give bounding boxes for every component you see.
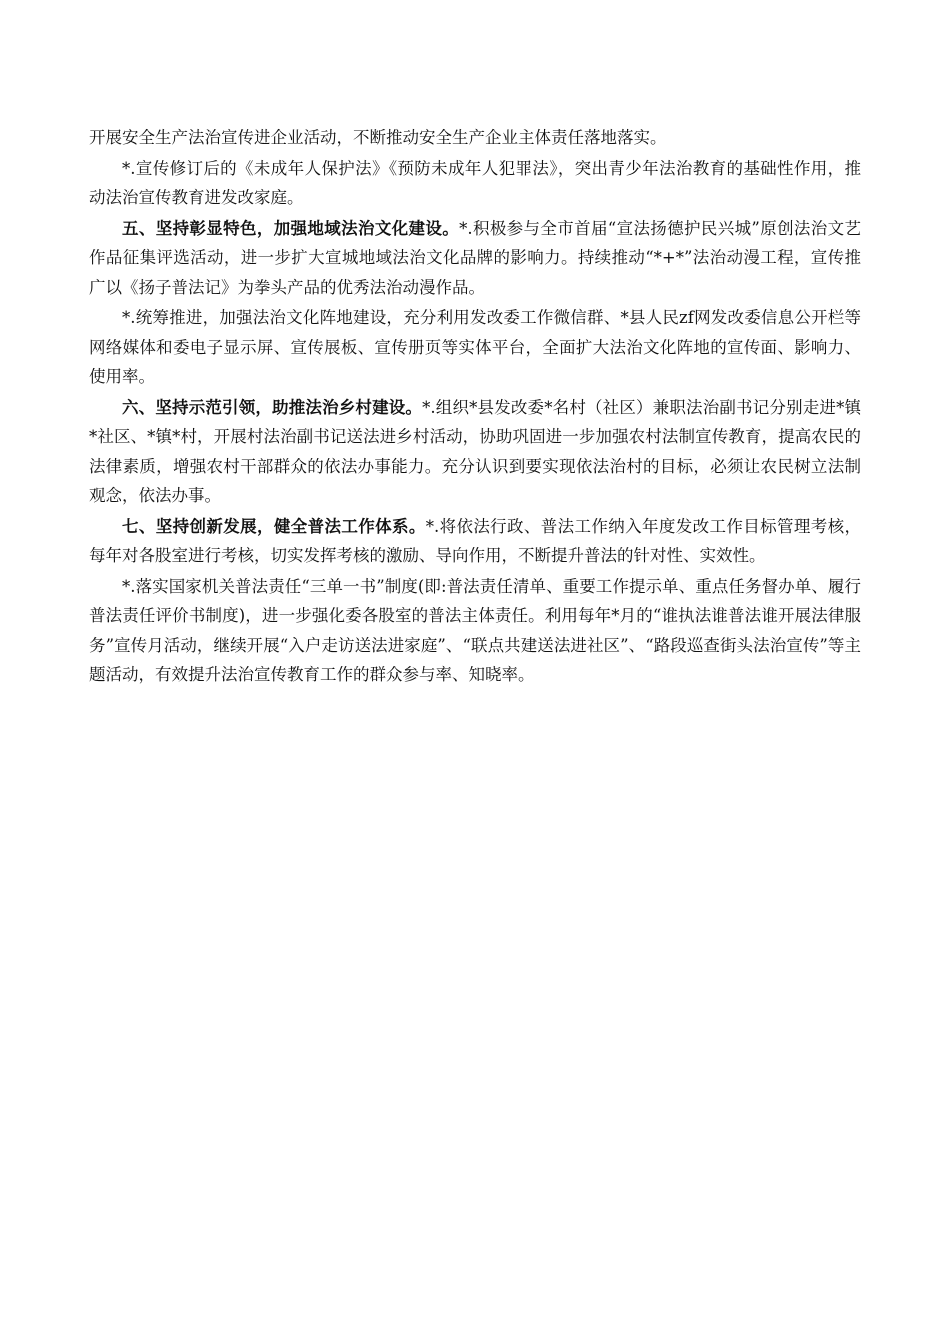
paragraph-2 [89,154,861,213]
paragraph-7 [89,572,861,690]
paragraph-1 [89,123,861,153]
paragraph-5-text: *.组织*县发改委*名村（社区）兼职法治副书记分别走进*镇*社区、*镇*村，开展村法治副书记送法进乡村活动，协助巩固进一步加强农村法制宣传教育，提高农民的法律素质，增强农村干部群众的依法办事能力。充分认识到要实现依法治村的目标，必须让农民树立法制观念，依法办事。 [89,397,862,505]
paragraph-4-text: *.统筹推进，加强法治文化阵地建设，充分利用发改委工作微信群、*县人民zf网发改委信息公开栏等网络媒体和委电子显示屏、宣传展板、宣传册页等实体平台，全面扩大法治文化阵地的宣传面、影响力、使用率。 [89,308,861,386]
paragraph-7-text: *.落实国家机关普法责任“三单一书”制度(即:普法责任清单、重要工作提示单、重点任务督办单、履行普法责任评价书制度)，进一步强化委各股室的普法主体责任。利用每年*月的“谁执法谁普法谁开展法律服务”宣传月活动，继续开展“入户走访送法进家庭”、“联点共建送法进社区”、“路段巡查街头法治宣传”等主题活动，有效提升法治宣传教育工作的群众参与率、知晓率。 [89,576,861,684]
section-heading-6: 六、坚持示范引领，助推法治乡村建设。 [122,397,423,417]
document-body [89,123,861,691]
paragraph-6 [89,512,861,571]
section-heading-7: 七、坚持创新发展，健全普法工作体系。 [122,516,426,536]
paragraph-6-text: *.将依法行政、普法工作纳入年度发改工作目标管理考核，每年对各股室进行考核，切实发挥考核的激励、导向作用，不断提升普法的针对性、实效性。 [89,516,862,565]
paragraph-2-text: *.宣传修订后的《未成年人保护法》《预防未成年人犯罪法》，突出青少年法治教育的基础性作用，推动法治宣传教育进发改家庭。 [89,158,861,207]
paragraph-4 [89,303,861,392]
paragraph-5 [89,393,861,511]
section-heading-5: 五、坚持彰显特色，加强地域法治文化建设。 [122,218,460,238]
paragraph-3-text: *.积极参与全市首届“宣法扬德护民兴城”原创法治文艺作品征集评选活动，进一步扩大宣城地域法治文化品牌的影响力。持续推动“*+*”法治动漫工程，宣传推广以《扬子普法记》为拳头产品的优秀法治动漫作品。 [89,218,861,297]
paragraph-1-text: 开展安全生产法治宣传进企业活动，不断推动安全生产企业主体责任落地落实。 [89,128,667,147]
paragraph-3 [89,214,861,303]
